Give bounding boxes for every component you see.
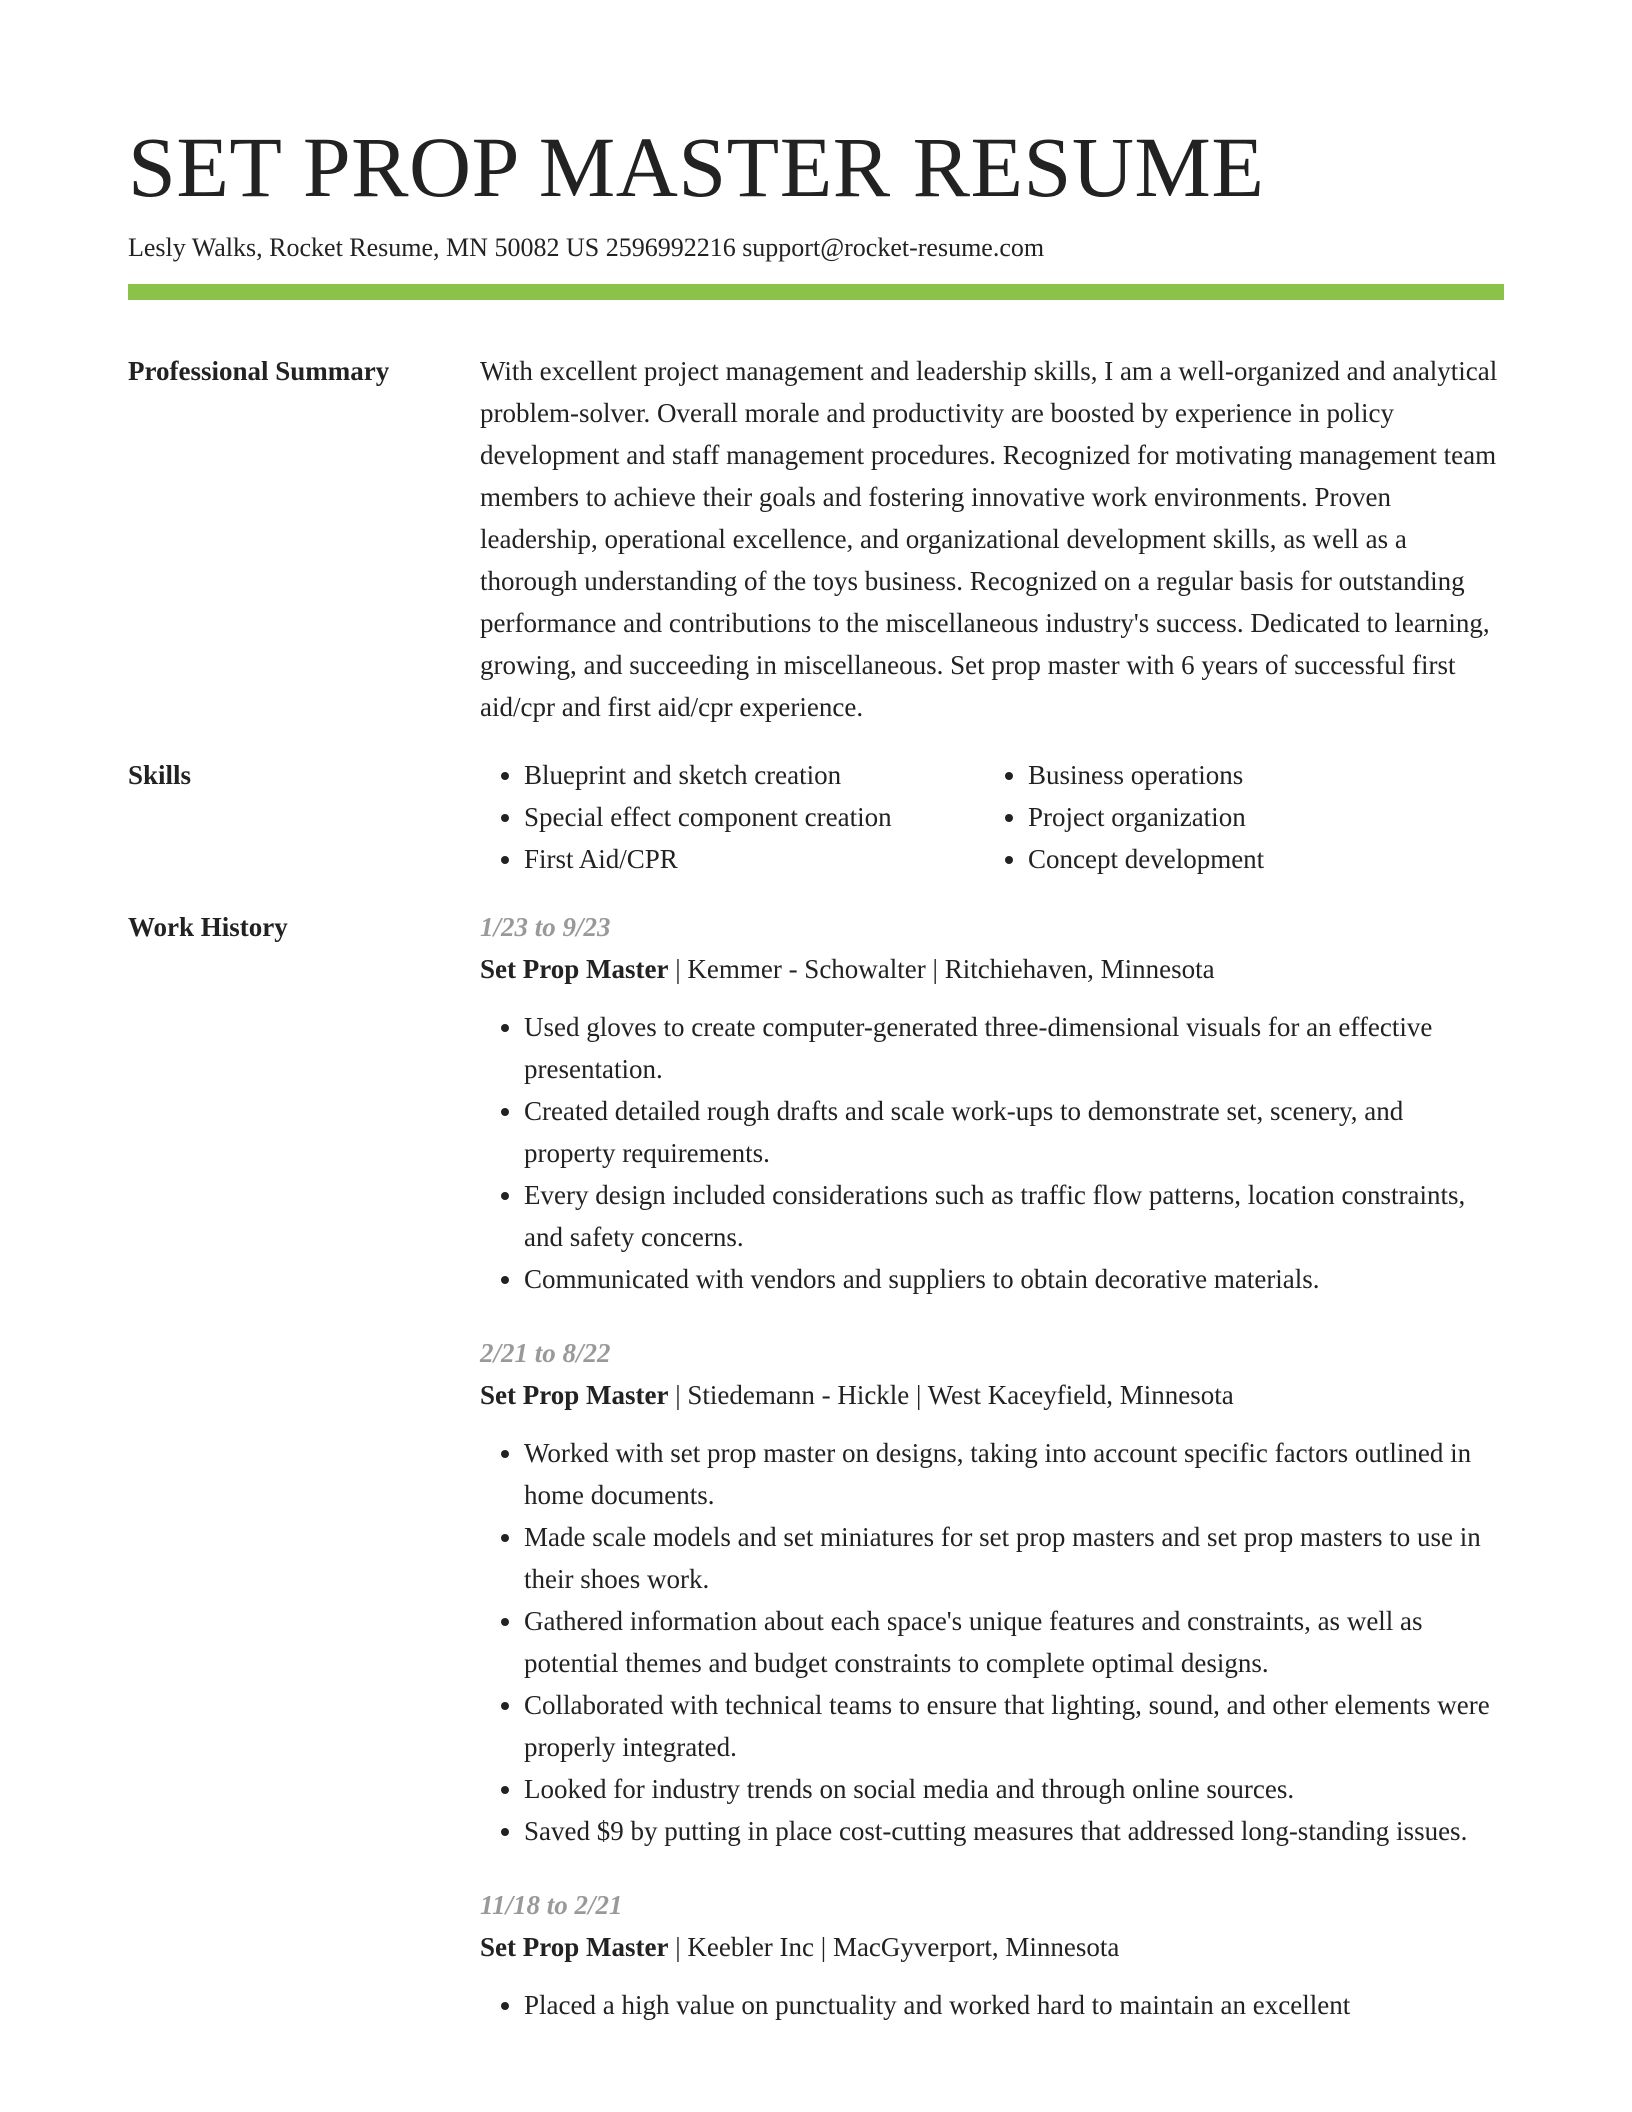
job-location: West Kaceyfield, Minnesota	[927, 1380, 1234, 1411]
skill-item: • Special effect component creation	[524, 796, 984, 838]
job-bullet: • Worked with set prop master on designs, taking into account specific factors outlined in home documents.	[524, 1432, 1504, 1516]
job-bullets	[480, 1006, 1504, 1300]
job-bullet: • Used gloves to create computer-generated three-dimensional visuals for an effective presentation.	[524, 1006, 1504, 1090]
job-title-line	[480, 1374, 1504, 1416]
job-bullet: • Made scale models and set miniatures for set prop masters and set prop masters to use in their shoes work.	[524, 1516, 1504, 1600]
job-bullet: • Saved $9 by putting in place cost-cutting measures that addressed long-standing issues.	[524, 1810, 1504, 1852]
job-separator: |	[909, 1380, 928, 1411]
job-company: Kemmer - Schowalter	[687, 954, 926, 985]
job-bullet: • Created detailed rough drafts and scale work-ups to demonstrate set, scenery, and property requirements.	[524, 1090, 1504, 1174]
summary-heading: Professional Summary	[128, 356, 390, 387]
job-entry	[480, 1332, 1504, 1852]
work-history-section	[128, 906, 1504, 2026]
skills-list-left	[480, 754, 984, 880]
job-company: Stiedemann - Hickle	[687, 1380, 910, 1411]
job-separator: |	[668, 954, 688, 985]
job-bullet: • Placed a high value on punctuality and worked hard to maintain an excellent	[524, 1984, 1504, 2026]
job-location: MacGyverport, Minnesota	[832, 1932, 1120, 1963]
job-dates: 11/18 to 2/21	[480, 1890, 623, 1921]
contact-name: Lesly Walks,	[128, 232, 263, 262]
job-company: Keebler Inc	[687, 1932, 815, 1963]
job-bullet: • Gathered information about each space's unique features and constraints, as well as potential themes and budget constraints to complete optimal designs.	[524, 1600, 1504, 1684]
skills-list-right	[984, 754, 1264, 880]
summary-text: With excellent project management and leadership skills, I am a well-organized and analytical problem-solver. Overall morale and productivity are boosted by experience in policy development and staff management procedures. Recognized for motivating management team members to achieve their goals and fostering innovative work environments. Proven leadership, operational excellence, and organizational development skills, as well as a thorough understanding of the toys business. Recognized on a regular basis for outstanding performance and contributions to the miscellaneous industry's success. Dedicated to learning, growing, and succeeding in miscellaneous. Set prop master with 6 years of successful first aid/cpr and first aid/cpr experience.	[480, 356, 1498, 723]
job-title-line	[480, 1926, 1504, 1968]
summary-section	[128, 350, 1504, 728]
skill-item: • First Aid/CPR	[524, 838, 984, 880]
job-bullets	[480, 1984, 1504, 2026]
job-role: Set Prop Master	[480, 954, 669, 985]
contact-address: Rocket Resume, MN 50082 US	[269, 232, 600, 262]
job-bullet: • Communicated with vendors and suppliers to obtain decorative materials.	[524, 1258, 1504, 1300]
accent-divider	[128, 284, 1504, 300]
skills-section	[128, 754, 1504, 880]
skill-item: • Concept development	[1028, 838, 1264, 880]
contact-phone: 2596992216	[605, 232, 736, 262]
work-history-list	[480, 906, 1504, 2026]
job-role: Set Prop Master	[480, 1380, 669, 1411]
resume-title: SET PROP MASTER RESUME	[128, 119, 1265, 215]
job-role: Set Prop Master	[480, 1932, 669, 1963]
job-location: Ritchiehaven, Minnesota	[944, 954, 1215, 985]
job-bullet: • Collaborated with technical teams to ensure that lighting, sound, and other elements were properly integrated.	[524, 1684, 1504, 1768]
job-separator: |	[668, 1380, 688, 1411]
contact-line	[128, 231, 1504, 265]
job-entry	[480, 1884, 1504, 2026]
skill-item: • Business operations	[1028, 754, 1264, 796]
work-history-heading: Work History	[128, 912, 288, 943]
skill-item: • Project organization	[1028, 796, 1264, 838]
job-separator: |	[668, 1932, 688, 1963]
job-title-line	[480, 948, 1504, 990]
job-dates: 2/21 to 8/22	[480, 1338, 611, 1369]
job-dates: 1/23 to 9/23	[480, 912, 611, 943]
contact-email: support@rocket-resume.com	[742, 232, 1045, 262]
skills-heading: Skills	[128, 760, 192, 791]
skill-item: • Blueprint and sketch creation	[524, 754, 984, 796]
job-bullet: • Every design included considerations such as traffic flow patterns, location constraints, and safety concerns.	[524, 1174, 1504, 1258]
job-bullets	[480, 1432, 1504, 1852]
job-entry	[480, 906, 1504, 1300]
resume-page	[128, 120, 1504, 2026]
job-separator: |	[814, 1932, 833, 1963]
job-separator: |	[925, 954, 945, 985]
job-bullet: • Looked for industry trends on social media and through online sources.	[524, 1768, 1504, 1810]
